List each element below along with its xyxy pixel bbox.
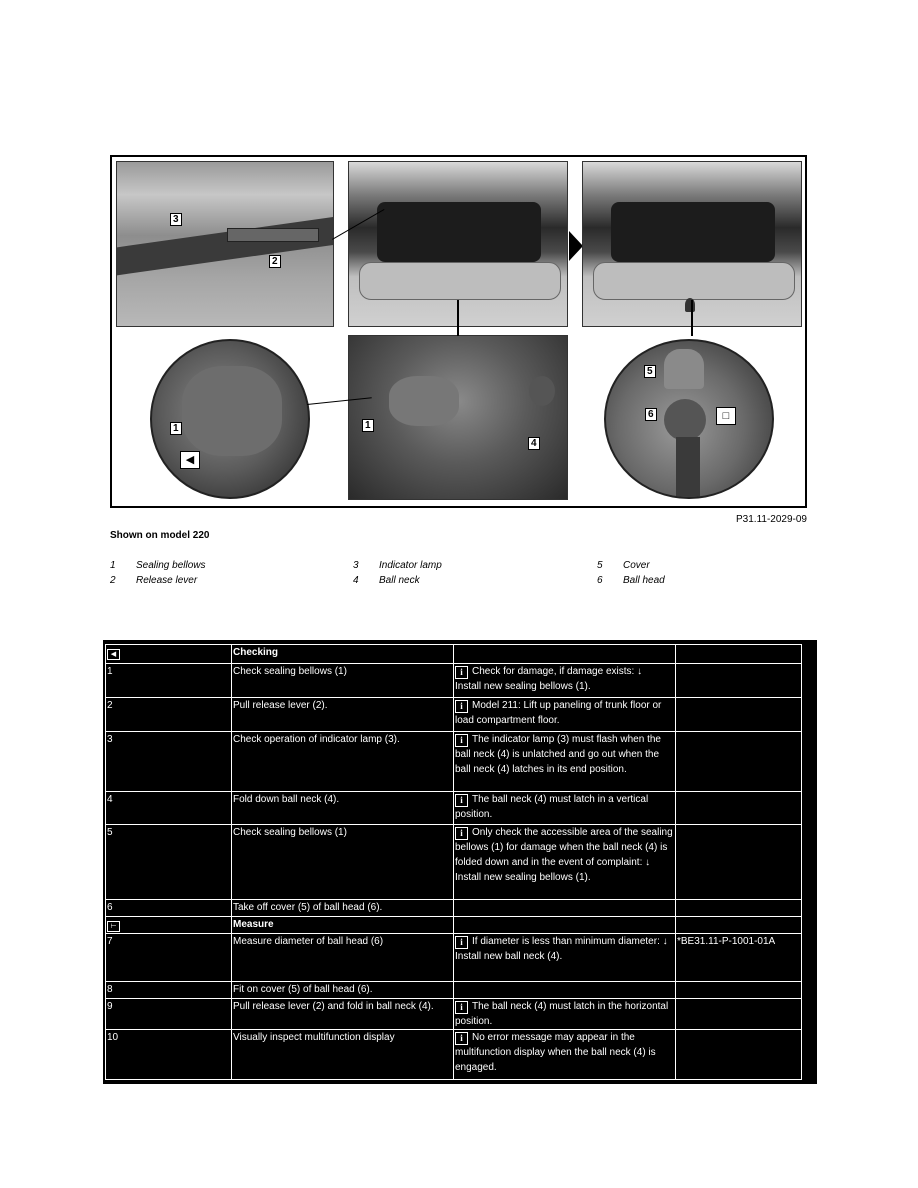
callout-2: 2: [269, 255, 281, 268]
step-number: 6: [106, 900, 232, 917]
figure-caption: Shown on model 220: [110, 530, 210, 541]
trigger-left-icon: ◀: [180, 451, 200, 469]
section-header-row: [106, 917, 802, 934]
step-note: i No error message may appear in the multifunction display when the ball neck (4) is engaged.: [454, 1030, 676, 1080]
section-title: Measure: [232, 917, 454, 934]
info-icon: i: [455, 794, 468, 807]
callout-6: 6: [645, 408, 657, 421]
measure-icon: □: [716, 407, 736, 425]
table-row: [106, 698, 802, 732]
step-reference: [676, 982, 802, 999]
step-number: 3: [106, 732, 232, 792]
step-action: Fold down ball neck (4).: [232, 792, 454, 825]
step-note: i The ball neck (4) must latch in a vertical position.: [454, 792, 676, 825]
info-icon: i: [455, 936, 468, 949]
step-action: Visually inspect multifunction display: [232, 1030, 454, 1080]
step-note: i If diameter is less than minimum diameter: ↓ Install new ball neck (4).: [454, 934, 676, 982]
callout-3: 3: [170, 213, 182, 226]
info-icon: i: [455, 666, 468, 679]
arrow-down-icon: ↓: [637, 666, 643, 677]
table-row: [106, 732, 802, 792]
trigger-left-icon: ◀: [107, 649, 120, 660]
section-header-row: [106, 645, 802, 664]
callout-4: 4: [528, 437, 540, 450]
step-action: Fit on cover (5) of ball head (6).: [232, 982, 454, 999]
step-note: i The ball neck (4) must latch in the horizontal position.: [454, 999, 676, 1030]
table-row: [106, 664, 802, 698]
step-reference: *BE31.11-P-1001-01A: [676, 934, 802, 982]
leader-line: [457, 300, 459, 336]
table-row: [106, 792, 802, 825]
step-note: i Only check the accessible area of the sealing bellows (1) for damage when the ball neck (4) is folded down and in the event of complaint: ↓ Install new sealing bellows (1).: [454, 825, 676, 900]
arrow-down-icon: ↓: [662, 936, 668, 947]
step-note: i Model 211: Lift up paneling of trunk floor or load compartment floor.: [454, 698, 676, 732]
step-reference: [676, 732, 802, 792]
step-number: 10: [106, 1030, 232, 1080]
step-reference: [676, 999, 802, 1030]
step-action: Pull release lever (2).: [232, 698, 454, 732]
table-row: [106, 825, 802, 900]
table-row: [106, 934, 802, 982]
detail-sealing-bellows: [150, 339, 310, 499]
callout-1: 1: [362, 419, 374, 432]
step-number: 8: [106, 982, 232, 999]
leader-line: [691, 300, 693, 336]
table-row: [106, 1030, 802, 1080]
step-note: i The indicator lamp (3) must flash when the ball neck (4) is unlatched and go out when the ball neck (4) latches in its end position.: [454, 732, 676, 792]
step-note: [454, 900, 676, 917]
step-number: 2: [106, 698, 232, 732]
info-icon: i: [455, 734, 468, 747]
step-reference: [676, 825, 802, 900]
photo-indicator-lamp: [116, 161, 334, 327]
step-reference: [676, 664, 802, 698]
figure-id: P31.11-2029-09: [736, 514, 807, 525]
step-number: 5: [106, 825, 232, 900]
callout-5: 5: [644, 365, 656, 378]
measure-icon: ⊢: [107, 921, 120, 932]
step-reference: [676, 900, 802, 917]
section-title: Checking: [232, 645, 454, 664]
info-icon: i: [455, 827, 468, 840]
detail-ball-head: [604, 339, 774, 499]
step-number: 1: [106, 664, 232, 698]
info-icon: i: [455, 1001, 468, 1014]
arrow-right-icon: [569, 231, 583, 261]
step-note: [454, 982, 676, 999]
step-number: 4: [106, 792, 232, 825]
illustration: [110, 155, 807, 508]
step-reference: [676, 698, 802, 732]
step-action: Check operation of indicator lamp (3).: [232, 732, 454, 792]
info-icon: i: [455, 700, 468, 713]
step-action: Check sealing bellows (1): [232, 664, 454, 698]
procedure-table: [103, 640, 817, 1084]
step-action: Check sealing bellows (1): [232, 825, 454, 900]
arrow-down-icon: ↓: [645, 857, 651, 868]
step-reference: [676, 792, 802, 825]
callout-1: 1: [170, 422, 182, 435]
step-action: Measure diameter of ball head (6): [232, 934, 454, 982]
step-number: 9: [106, 999, 232, 1030]
table-row: [106, 900, 802, 917]
step-reference: [676, 1030, 802, 1080]
photo-ball-neck-stowed: [348, 335, 568, 500]
info-icon: i: [455, 1032, 468, 1045]
table-row: [106, 982, 802, 999]
step-number: 7: [106, 934, 232, 982]
step-note: i Check for damage, if damage exists: ↓ Install new sealing bellows (1).: [454, 664, 676, 698]
table-row: [106, 999, 802, 1030]
step-action: Pull release lever (2) and fold in ball neck (4).: [232, 999, 454, 1030]
step-action: Take off cover (5) of ball head (6).: [232, 900, 454, 917]
